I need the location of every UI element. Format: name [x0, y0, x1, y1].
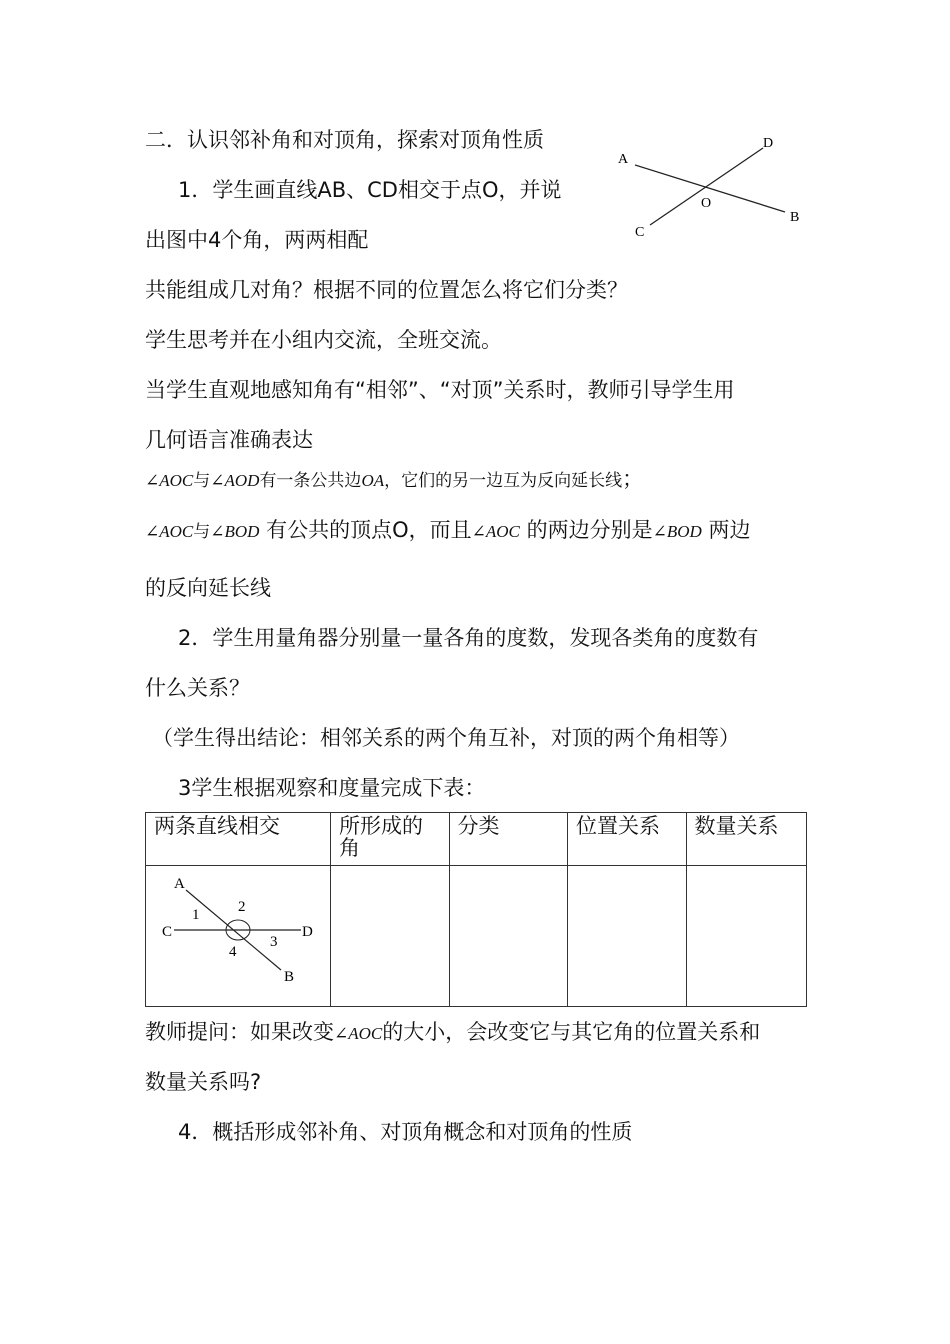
header-intersect: 两条直线相交 [146, 813, 331, 866]
label-c: C [162, 924, 173, 940]
table-cell [449, 866, 568, 1007]
text-opposite-extension: ，它们的另一边互为反向延长线 [384, 471, 623, 491]
intersecting-lines-figure [605, 130, 815, 245]
table-cell [331, 866, 450, 1007]
angle-bod-2: ∠BOD [652, 522, 702, 541]
table-cell [568, 866, 687, 1007]
angle-aoc-2: ∠AOC [471, 522, 520, 541]
teacher-question-line-2: 数量关系吗? [145, 1070, 262, 1094]
word-yu: 与 [193, 471, 211, 491]
angle-4: 4 [229, 944, 237, 960]
table-row [146, 866, 807, 1007]
table-header-row [146, 813, 807, 866]
question-pairs: 共能组成几对角？根据不同的位置怎么将它们分类？ [145, 278, 628, 302]
semicolon: ； [622, 467, 644, 491]
item-1-line-2: 出图中4个角，两两相配 [145, 228, 369, 252]
math-statement-2 [145, 516, 750, 546]
header-position: 位置关系 [568, 813, 687, 866]
label-a: A [618, 152, 629, 167]
table-cell [686, 866, 807, 1007]
text-two-sides-end: 两边 [708, 518, 751, 542]
angle-1: 1 [192, 907, 200, 923]
item-2-line-2: 什么关系？ [145, 676, 250, 700]
angle-bod: ∠BOD [210, 522, 260, 541]
label-d: D [302, 924, 313, 940]
angle-aoc: ∠AOC [145, 471, 194, 490]
conclusion: （学生得出结论：相邻关系的两个角互补，对顶的两个角相等） [152, 726, 740, 750]
text-common-side: 有一条公共边 [259, 471, 362, 491]
item-4: 4．概括形成邻补角、对顶角概念和对顶角的性质 [178, 1120, 633, 1144]
angle-3: 3 [270, 934, 278, 950]
label-o: O [701, 196, 712, 211]
label-c: C [635, 225, 645, 240]
numbered-angles-figure [146, 866, 330, 1002]
item-3: 3学生根据观察和度量完成下表： [178, 776, 486, 800]
label-b: B [790, 210, 800, 225]
header-category: 分类 [449, 813, 568, 866]
math-statement-2-cont: 的反向延长线 [145, 576, 271, 600]
item-1-line-1: 1．学生画直线AB、CD相交于点O，并说 [178, 178, 562, 202]
table-figure-cell [146, 866, 331, 1007]
header-quantity: 数量关系 [686, 813, 807, 866]
line-cd [650, 148, 763, 225]
item-2-line-1: 2．学生用量角器分别量一量各角的度数，发现各类角的度数有 [178, 626, 759, 650]
angle-aoc: ∠AOC [334, 1024, 383, 1043]
observation-table [145, 812, 807, 1007]
angle-aoc: ∠AOC [145, 522, 194, 541]
label-b: B [284, 969, 295, 985]
teacher-question [145, 1018, 760, 1048]
text-common-vertex: 有公共的顶点O，而且 [266, 518, 472, 542]
word-yu: 与 [193, 522, 211, 542]
angle-2: 2 [238, 899, 246, 915]
label-d: D [763, 136, 774, 151]
discussion-note: 学生思考并在小组内交流，全班交流。 [145, 328, 502, 352]
guide-line-2: 几何语言准确表达 [145, 428, 313, 452]
header-angles: 所形成的角 [331, 813, 450, 866]
section-title: 二．认识邻补角和对顶角，探索对顶角性质 [145, 128, 544, 152]
teacher-question-prefix: 教师提问：如果改变 [145, 1020, 334, 1044]
teacher-question-suffix: 的大小，会改变它与其它角的位置关系和 [382, 1020, 761, 1044]
guide-line-1: 当学生直观地感知角有“相邻”、“对顶”关系时，教师引导学生用 [145, 378, 735, 402]
angle-aod: ∠AOD [210, 471, 260, 490]
math-statement-1 [145, 465, 643, 495]
text-two-sides: 的两边分别是 [526, 518, 653, 542]
label-a: A [174, 876, 185, 892]
side-oa: OA [361, 471, 385, 490]
